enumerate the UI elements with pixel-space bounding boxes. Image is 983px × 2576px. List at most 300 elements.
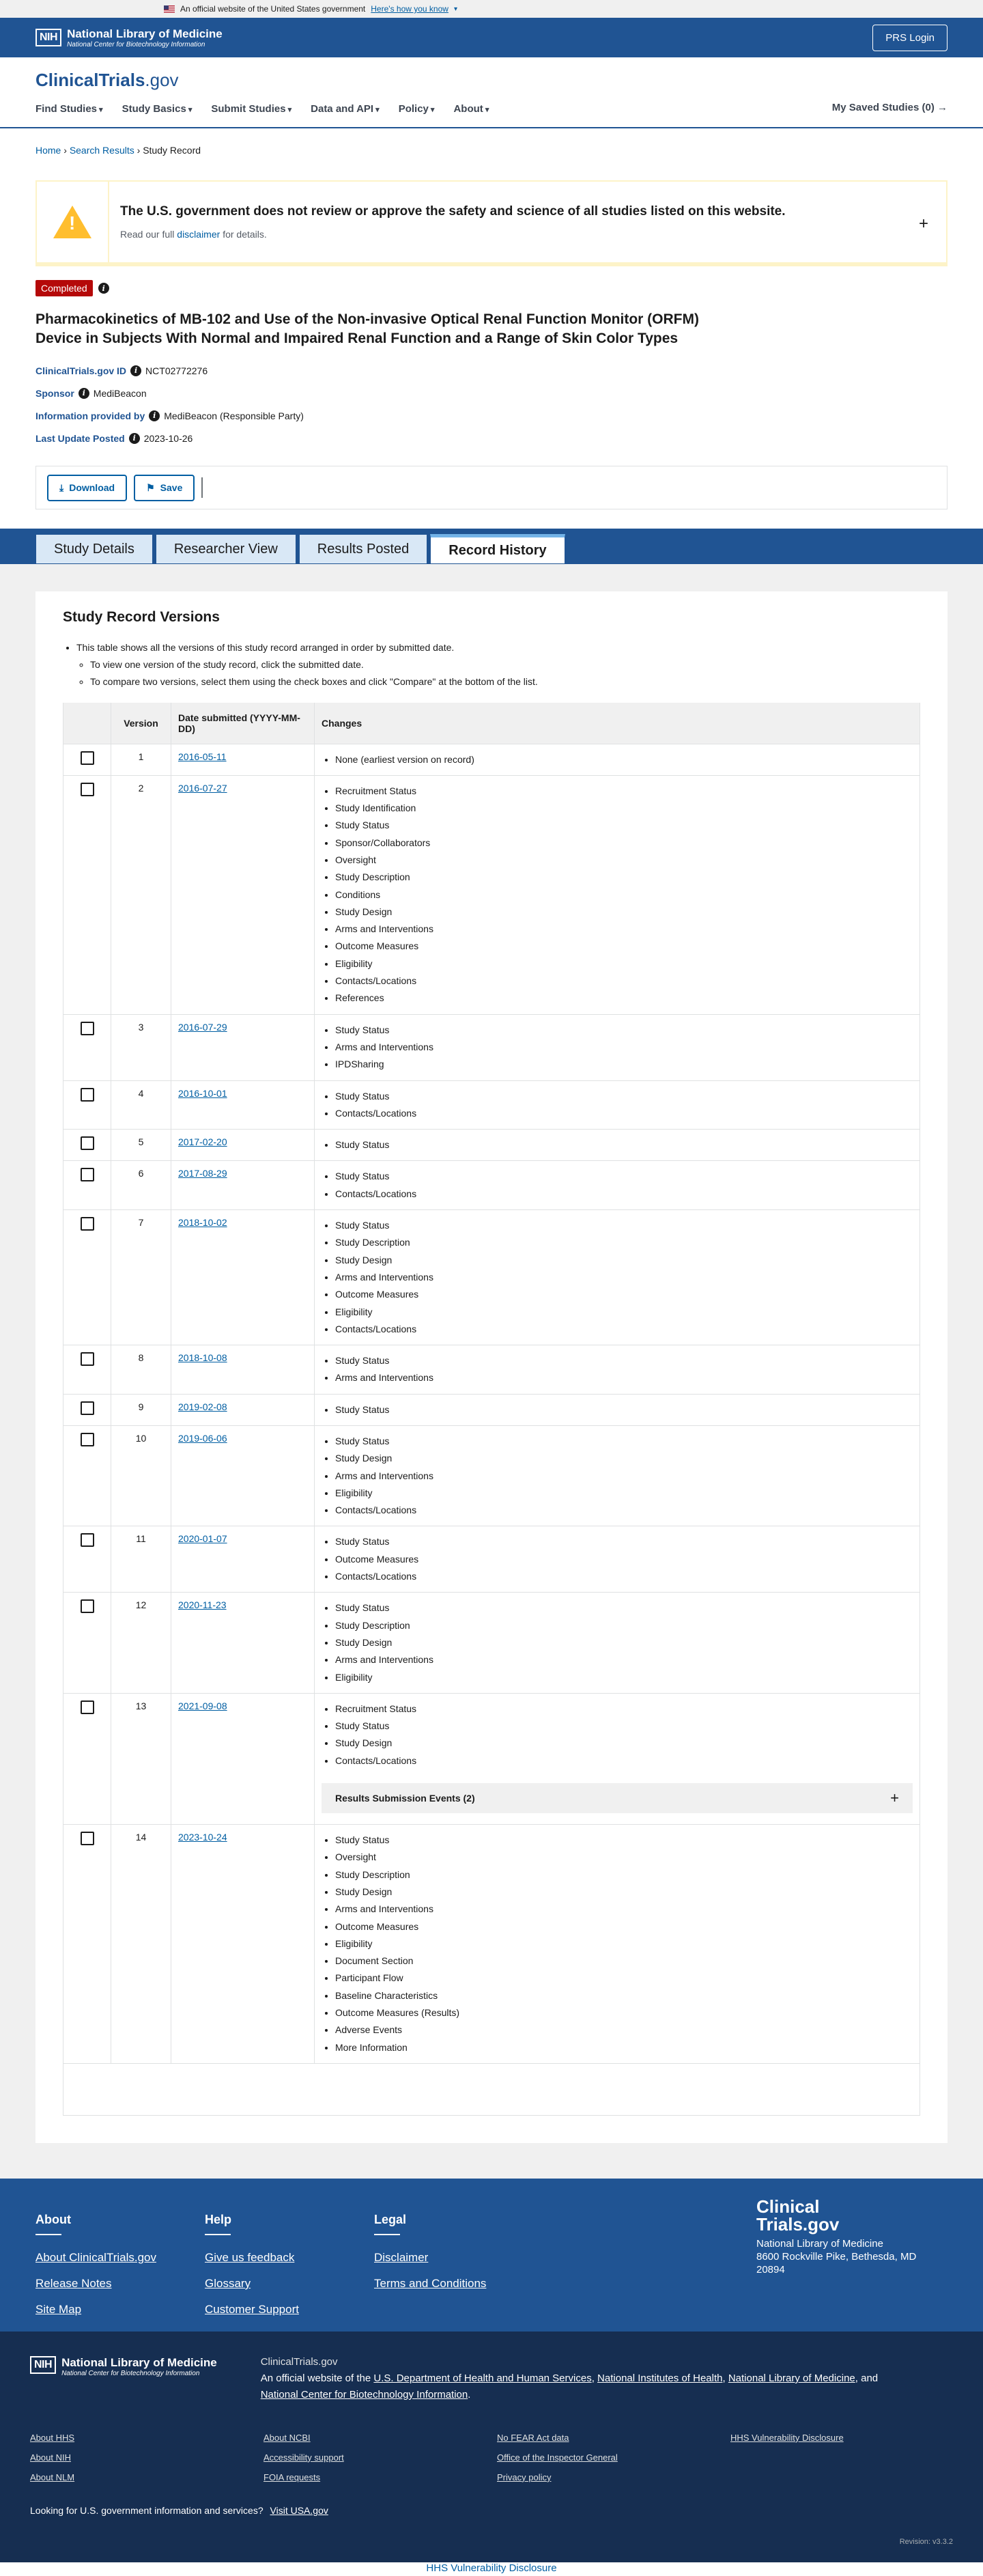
footer-link-site-map[interactable]: Site Map <box>35 2302 82 2316</box>
nav-data-and-api[interactable]: Data and API ▾ <box>311 103 380 115</box>
table-row <box>63 1345 920 1395</box>
change-item: • Outcome Measures (Results) <box>335 2004 913 2021</box>
version-date-link[interactable]: 2018-10-08 <box>178 1352 227 1364</box>
version-date-link[interactable]: 2018-10-02 <box>178 1217 227 1229</box>
footer-about <box>35 2213 205 2323</box>
change-item: • Baseline Characteristics <box>335 1987 913 2004</box>
nav-submit-studies[interactable]: Submit Studies ▾ <box>211 103 291 115</box>
changes-list <box>322 1352 913 1387</box>
change-item: • Contacts/Locations <box>335 1752 913 1769</box>
date-cell <box>171 1394 315 1425</box>
footer-brand <box>756 2198 916 2276</box>
change-item: • Study Status <box>335 1599 913 1616</box>
version-number: 4 <box>111 1080 171 1130</box>
study-title: Pharmacokinetics of MB-102 and Use of the Non-invasive Optical Renal Function Monitor (ORFM) Device in Subjects With Normal and Impaired Renal Function and a Range of Skin Color Types <box>35 311 699 346</box>
select-cell <box>63 1161 111 1210</box>
tab-record-history[interactable]: Record History <box>430 534 565 564</box>
change-item: • Contacts/Locations <box>335 972 913 990</box>
col-version: Version <box>111 703 171 744</box>
changes-cell <box>315 775 920 1014</box>
date-cell <box>171 1825 315 2064</box>
version-date-link[interactable]: 2023-10-24 <box>178 1832 227 1843</box>
version-number: 5 <box>111 1130 171 1161</box>
link-nlm[interactable]: National Library of Medicine <box>728 2372 855 2384</box>
date-cell <box>171 1014 315 1080</box>
change-item: • Participant Flow <box>335 1970 913 1987</box>
date-cell <box>171 1526 315 1593</box>
footer-link-feedback[interactable]: Give us feedback <box>205 2250 295 2264</box>
version-number: 13 <box>111 1693 171 1824</box>
changes-cell <box>315 744 920 775</box>
version-number: 12 <box>111 1593 171 1693</box>
date-cell <box>171 744 315 775</box>
change-item: • Study Status <box>335 1168 913 1185</box>
footer-address <box>756 2237 916 2276</box>
nav-find-studies[interactable]: Find Studies ▾ <box>35 103 103 115</box>
info-icon[interactable]: i <box>129 433 140 444</box>
disclaimer-link[interactable]: disclaimer <box>177 229 220 240</box>
table-row <box>63 1014 920 1080</box>
change-item: • Eligibility <box>335 1935 913 1952</box>
change-item: • Study Design <box>335 1634 913 1651</box>
intro-sub1: ◦ To view one version of the study record, click the submitted date. <box>90 656 920 673</box>
main-content <box>0 564 983 2179</box>
change-item: • Adverse Events <box>335 2021 913 2039</box>
link-hhs-vuln[interactable]: HHS Vulnerability Disclosure <box>730 2432 844 2443</box>
footer-bottom <box>0 2332 983 2562</box>
versions-table <box>63 703 920 2116</box>
expand-alert-icon[interactable]: + <box>918 214 928 233</box>
change-item: • None (earliest version on record) <box>335 751 913 768</box>
footer-link-terms[interactable]: Terms and Conditions <box>374 2276 487 2290</box>
footer-links-grid <box>30 2428 953 2487</box>
change-item: • Recruitment Status <box>335 1700 913 1718</box>
change-item: • Contacts/Locations <box>335 1321 913 1338</box>
footer-top <box>0 2179 983 2332</box>
change-item: • Study Identification <box>335 800 913 817</box>
meta-last-update <box>35 427 948 449</box>
visit-usa-gov-link[interactable]: Visit USA.gov <box>270 2504 328 2516</box>
version-checkbox[interactable] <box>81 1433 94 1446</box>
version-checkbox[interactable] <box>81 1217 94 1231</box>
version-checkbox[interactable] <box>81 1700 94 1714</box>
changes-list <box>322 751 913 768</box>
change-item: • References <box>335 990 913 1007</box>
col-changes: Changes <box>315 703 920 744</box>
link-about-nih[interactable]: About NIH <box>30 2452 71 2463</box>
info-icon[interactable]: i <box>149 410 160 421</box>
change-item: • Study Design <box>335 904 913 921</box>
nav-policy[interactable]: Policy ▾ <box>399 103 435 115</box>
footer-site-name: ClinicalTrials.gov <box>260 2355 338 2368</box>
select-cell <box>63 1825 111 2064</box>
change-item: • Conditions <box>335 886 913 904</box>
intro-text: • This table shows all the versions of this study record arranged in order by submitted date. <box>76 639 920 656</box>
actions-bar <box>35 466 948 509</box>
changes-list <box>322 1533 913 1585</box>
change-item: • Outcome Measures <box>335 1918 913 1935</box>
changes-list <box>322 1217 913 1338</box>
version-date-link[interactable]: 2017-08-29 <box>178 1168 227 1179</box>
change-item: • Contacts/Locations <box>335 1186 913 1203</box>
footer-link-disclaimer[interactable]: Disclaimer <box>374 2250 429 2264</box>
bookmark-icon: ⚑ <box>146 481 155 493</box>
footer-legal-title: Legal <box>374 2212 407 2226</box>
compare-row <box>63 2063 920 2115</box>
my-saved-studies-link[interactable] <box>832 102 948 113</box>
select-cell <box>63 1394 111 1425</box>
version-checkbox[interactable] <box>81 1401 94 1415</box>
change-item: • Outcome Measures <box>335 938 913 955</box>
logo-tld: .gov <box>145 70 179 90</box>
change-item: • IPDSharing <box>335 1056 913 1073</box>
breadcrumb-separator-icon: › <box>63 145 67 156</box>
breadcrumb-home[interactable]: Home <box>35 145 61 156</box>
link-ncbi[interactable]: National Center for Biotechnology Information <box>260 2388 468 2400</box>
select-cell <box>63 1130 111 1161</box>
date-cell <box>171 1210 315 1345</box>
select-cell <box>63 775 111 1014</box>
divider <box>374 2234 400 2235</box>
version-checkbox[interactable] <box>81 783 94 796</box>
change-item: • Study Description <box>335 1866 913 1884</box>
change-item: • Document Section <box>335 1952 913 1970</box>
change-item: • Arms and Interventions <box>335 1369 913 1386</box>
revision-label: Revision: v3.3.2 <box>899 2537 953 2546</box>
table-row <box>63 1394 920 1425</box>
changes-list <box>322 1168 913 1203</box>
version-checkbox[interactable] <box>81 1352 94 1366</box>
nlm-title: National Library of Medicine <box>61 2355 217 2369</box>
tab-results-posted[interactable]: Results Posted <box>299 534 428 564</box>
changes-list <box>322 1433 913 1519</box>
changes-list <box>322 1832 913 2056</box>
footer-link-glossary[interactable]: Glossary <box>205 2276 251 2290</box>
history-intro <box>63 639 920 690</box>
heres-how-you-know-link[interactable]: Here's how you know <box>371 4 448 14</box>
usa-gov-text <box>30 2505 953 2516</box>
breadcrumb <box>0 128 983 156</box>
change-item: • Recruitment Status <box>335 783 913 800</box>
version-number: 9 <box>111 1394 171 1425</box>
breadcrumb-current: Study Record <box>143 145 201 156</box>
hhs-vulnerability-link[interactable]: HHS Vulnerability Disclosure <box>426 2562 557 2574</box>
select-cell <box>63 1526 111 1593</box>
saved-studies-label: My Saved Studies (0) <box>831 102 935 113</box>
changes-cell <box>315 1394 920 1425</box>
nih-logo[interactable] <box>35 27 223 48</box>
change-item: • Study Description <box>335 1234 913 1251</box>
version-checkbox[interactable] <box>81 1136 94 1150</box>
alert-text <box>120 229 786 240</box>
changes-list <box>322 783 913 1007</box>
history-heading: Study Record Versions <box>63 609 220 625</box>
link-about-ncbi[interactable]: About NCBI <box>263 2432 311 2443</box>
link-no-fear[interactable]: No FEAR Act data <box>497 2432 569 2443</box>
meta-sponsor <box>35 382 948 404</box>
link-about-nlm[interactable]: About NLM <box>30 2472 75 2482</box>
table-row <box>63 1526 920 1593</box>
change-item: • Study Status <box>335 1401 913 1418</box>
download-button[interactable] <box>47 475 127 501</box>
study-meta <box>35 359 948 449</box>
version-date-link[interactable]: 2016-05-11 <box>178 751 227 762</box>
disclaimer-alert <box>35 180 948 266</box>
date-cell <box>171 1080 315 1130</box>
footer-logo-line2: Trials.gov <box>756 2213 840 2235</box>
link-nih[interactable]: National Institutes of Health <box>597 2372 723 2384</box>
date-cell <box>171 1130 315 1161</box>
version-date-link[interactable]: 2016-07-29 <box>178 1021 227 1033</box>
select-cell <box>63 1345 111 1395</box>
changes-list <box>322 1401 913 1418</box>
select-cell <box>63 1014 111 1080</box>
usa-text: Looking for U.S. government information and services? <box>30 2504 263 2516</box>
table-row <box>63 1825 920 2064</box>
version-number: 3 <box>111 1014 171 1080</box>
table-row <box>63 1693 920 1824</box>
version-number: 7 <box>111 1210 171 1345</box>
select-cell <box>63 1693 111 1824</box>
nlm-title: National Library of Medicine <box>67 27 223 40</box>
change-item: • Arms and Interventions <box>335 1269 913 1286</box>
footer-logo[interactable] <box>756 2198 916 2233</box>
meta-key: Last Update Posted <box>35 432 125 444</box>
empty-cell <box>730 2448 964 2467</box>
date-cell <box>171 1426 315 1526</box>
version-date-link[interactable]: 2020-11-23 <box>178 1599 227 1611</box>
change-item: • Study Status <box>335 1022 913 1039</box>
version-checkbox[interactable] <box>81 1599 94 1613</box>
change-item: • Study Status <box>335 1433 913 1450</box>
arrow-right-icon: → <box>937 102 948 113</box>
nav-study-basics[interactable]: Study Basics ▾ <box>122 103 193 115</box>
download-label: Download <box>69 482 115 493</box>
change-item: • Study Status <box>335 1832 913 1849</box>
change-item: • Arms and Interventions <box>335 1468 913 1485</box>
versions-body <box>63 744 920 2115</box>
prs-login-button[interactable]: PRS Login <box>872 25 948 51</box>
official-prefix: An official website of the <box>260 2372 371 2384</box>
us-flag-icon <box>164 5 175 13</box>
address-line1: National Library of Medicine <box>756 2237 883 2250</box>
changes-list <box>322 1136 913 1153</box>
compare-cell <box>63 2063 920 2115</box>
link-foia[interactable]: FOIA requests <box>263 2472 321 2482</box>
change-item: • Sponsor/Collaborators <box>335 835 913 852</box>
col-select <box>63 703 111 744</box>
change-item: • Eligibility <box>335 1669 913 1686</box>
date-cell <box>171 775 315 1014</box>
change-item: • Oversight <box>335 852 913 869</box>
logo-main: ClinicalTrials <box>35 70 145 90</box>
save-label: Save <box>160 482 183 493</box>
version-date-link[interactable]: 2016-10-01 <box>178 1087 227 1099</box>
alert-text-after: for details. <box>223 229 267 240</box>
nih-header <box>0 18 983 57</box>
change-item: • Study Status <box>335 1088 913 1105</box>
changes-cell <box>315 1345 920 1395</box>
meta-value: NCT02772276 <box>145 365 208 376</box>
info-icon[interactable]: i <box>79 388 89 399</box>
footer-link-release-notes[interactable]: Release Notes <box>35 2276 112 2290</box>
tab-study-details[interactable]: Study Details <box>35 534 153 564</box>
link-accessibility[interactable]: Accessibility support <box>263 2452 344 2463</box>
alert-icon-area <box>37 182 109 262</box>
table-row <box>63 1426 920 1526</box>
change-item: • Study Status <box>335 1352 913 1369</box>
empty-cell <box>730 2467 964 2487</box>
table-row <box>63 1161 920 1210</box>
changes-cell <box>315 1210 920 1345</box>
change-item: • Study Design <box>335 1735 913 1752</box>
intro-sub2: ◦ To compare two versions, select them using the check boxes and click "Compare" at the bottom of the list. <box>90 673 920 690</box>
footer-logo-line1: Clinical <box>756 2196 820 2217</box>
change-item: • Contacts/Locations <box>335 1502 913 1519</box>
address-line3: 20894 <box>756 2263 785 2276</box>
select-cell <box>63 1593 111 1693</box>
version-number: 1 <box>111 744 171 775</box>
gov-banner-text: An official website of the United States government <box>180 4 366 14</box>
link-hhs[interactable]: U.S. Department of Health and Human Services <box>373 2372 592 2384</box>
tabs-bar <box>0 529 983 564</box>
change-item: • Study Description <box>335 869 913 886</box>
meta-value: MediBeacon (Responsible Party) <box>164 410 304 421</box>
date-cell <box>171 1161 315 1210</box>
meta-value: MediBeacon <box>93 387 147 399</box>
changes-list <box>322 1700 913 1769</box>
results-submission-events-accordion[interactable] <box>322 1783 913 1813</box>
divider <box>205 2234 231 2235</box>
version-date-link[interactable]: 2016-07-27 <box>178 782 227 794</box>
download-icon: ⤓ <box>59 481 64 493</box>
version-date-link[interactable]: 2017-02-20 <box>178 1136 227 1148</box>
change-item: • Arms and Interventions <box>335 1039 913 1056</box>
version-number: 2 <box>111 775 171 1014</box>
version-date-link[interactable]: 2019-06-06 <box>178 1433 227 1444</box>
change-item: • Study Status <box>335 1718 913 1735</box>
version-number: 14 <box>111 1825 171 2064</box>
select-cell <box>63 744 111 775</box>
meta-key: Information provided by <box>35 410 145 421</box>
table-row <box>63 1130 920 1161</box>
footer-help <box>205 2213 374 2323</box>
change-item: • Study Status <box>335 1217 913 1234</box>
change-item: • Study Design <box>335 1884 913 1901</box>
version-date-link[interactable]: 2019-02-08 <box>178 1401 227 1412</box>
change-item: • Study Status <box>335 1136 913 1153</box>
version-date-link[interactable]: 2020-01-07 <box>178 1533 227 1545</box>
save-button[interactable] <box>134 475 195 501</box>
table-row <box>63 1593 920 1693</box>
official-site-text: An official website of the U.S. Department of Health and Human Services, National Institutes of Health, National Library of Medicine, and National Center for Biotechnology Information. <box>260 2372 879 2400</box>
version-checkbox[interactable] <box>81 1533 94 1547</box>
change-item: • Study Status <box>335 817 913 834</box>
status-row <box>35 280 948 296</box>
table-row <box>63 744 920 775</box>
version-number: 11 <box>111 1526 171 1593</box>
nih-logo-mark: NIH <box>35 29 61 46</box>
changes-cell <box>315 1130 920 1161</box>
change-item: • Contacts/Locations <box>335 1568 913 1585</box>
nav-about[interactable]: About ▾ <box>453 103 489 115</box>
changes-cell <box>315 1161 920 1210</box>
date-cell <box>171 1345 315 1395</box>
results-events-label: Results Submission Events (2) <box>335 1793 475 1804</box>
divider <box>201 477 203 498</box>
date-cell <box>171 1693 315 1824</box>
changes-list <box>322 1599 913 1685</box>
main-nav <box>35 103 948 115</box>
changes-list <box>322 1088 913 1123</box>
version-checkbox[interactable] <box>81 1022 94 1035</box>
change-item: • Outcome Measures <box>335 1551 913 1568</box>
change-item: • Arms and Interventions <box>335 1901 913 1918</box>
meta-key: Sponsor <box>35 387 74 399</box>
change-item: • Arms and Interventions <box>335 1651 913 1668</box>
footer-help-title: Help <box>205 2212 232 2226</box>
alert-text-before: Read our full <box>120 229 175 240</box>
footer-link-about-ct[interactable]: About ClinicalTrials.gov <box>35 2250 156 2264</box>
select-cell <box>63 1426 111 1526</box>
hhs-bottom-bar <box>0 2562 983 2576</box>
footer-about-title: About <box>35 2212 71 2226</box>
change-item: • Study Design <box>335 1252 913 1269</box>
select-cell <box>63 1210 111 1345</box>
change-item: • Study Design <box>335 1450 913 1467</box>
date-cell <box>171 1593 315 1693</box>
site-header <box>0 57 983 128</box>
table-row <box>63 1080 920 1130</box>
info-icon[interactable]: i <box>98 283 109 294</box>
col-date: Date submitted (YYYY-MM-DD) <box>171 703 315 744</box>
tab-researcher-view[interactable]: Researcher View <box>156 534 296 564</box>
meta-info-provided <box>35 404 948 427</box>
footer-link-support[interactable]: Customer Support <box>205 2302 299 2316</box>
change-item: • Arms and Interventions <box>335 921 913 938</box>
changes-cell <box>315 1526 920 1593</box>
breadcrumb-search-results[interactable]: Search Results <box>69 145 134 156</box>
version-number: 10 <box>111 1426 171 1526</box>
change-item: • Oversight <box>335 1849 913 1866</box>
link-privacy[interactable]: Privacy policy <box>497 2472 552 2482</box>
meta-key: ClinicalTrials.gov ID <box>35 365 127 376</box>
chevron-down-icon: ▾ <box>453 5 457 13</box>
link-about-hhs[interactable]: About HHS <box>30 2432 75 2443</box>
change-item: • Study Description <box>335 1617 913 1634</box>
version-number: 6 <box>111 1161 171 1210</box>
changes-cell <box>315 1426 920 1526</box>
changes-cell <box>315 1593 920 1693</box>
version-date-link[interactable]: 2021-09-08 <box>178 1700 227 1711</box>
ncbi-subtitle: National Center for Biotechnology Information <box>61 2369 200 2377</box>
meta-nct-id <box>35 359 948 382</box>
version-checkbox[interactable] <box>81 751 94 765</box>
version-checkbox[interactable] <box>81 1832 94 1845</box>
changes-cell <box>315 1825 920 2064</box>
changes-cell <box>315 1080 920 1130</box>
change-item: • Eligibility <box>335 955 913 972</box>
version-checkbox[interactable] <box>81 1168 94 1181</box>
version-checkbox[interactable] <box>81 1088 94 1102</box>
footer-nih-logo[interactable] <box>30 2356 217 2403</box>
table-header-row <box>63 703 920 744</box>
clinicaltrials-logo[interactable] <box>35 57 948 91</box>
address-line2: 8600 Rockville Pike, Bethesda, MD <box>756 2250 917 2263</box>
link-oig[interactable]: Office of the Inspector General <box>497 2452 618 2463</box>
table-row <box>63 775 920 1014</box>
info-icon[interactable]: i <box>130 365 141 376</box>
